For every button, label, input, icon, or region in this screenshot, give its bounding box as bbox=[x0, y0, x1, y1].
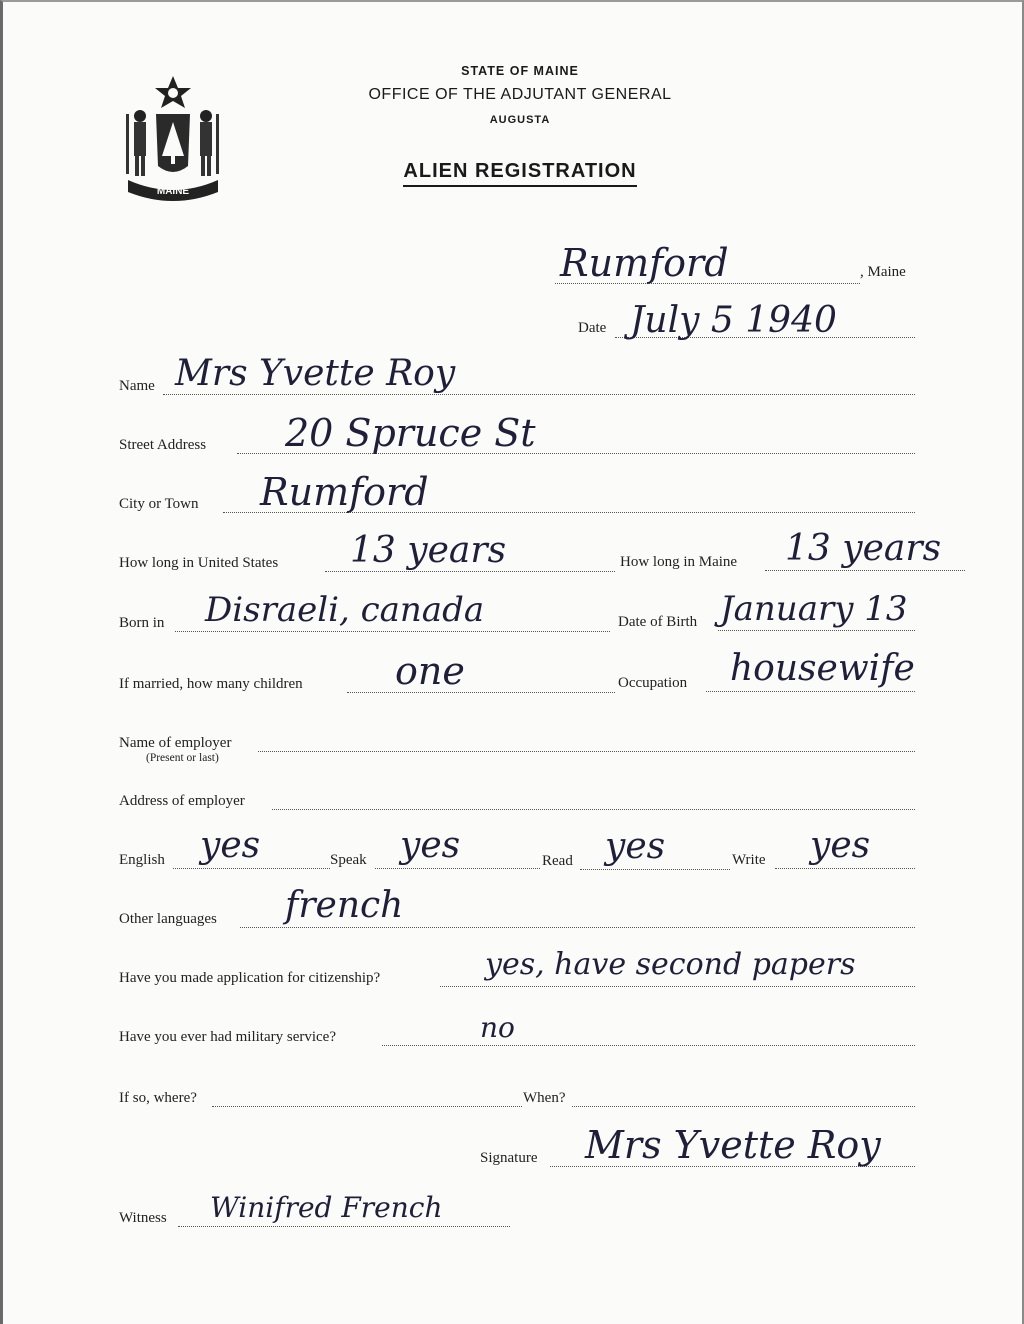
form-title bbox=[300, 160, 740, 183]
occupation-line bbox=[706, 691, 915, 692]
read-line bbox=[580, 869, 730, 870]
city-label: City or Town bbox=[119, 496, 199, 512]
occupation-label: Occupation bbox=[618, 675, 688, 691]
citizenship-line bbox=[440, 986, 915, 987]
maine-label: , Maine bbox=[860, 264, 906, 280]
children-label: If married, how many children bbox=[119, 676, 303, 692]
date-label: Date bbox=[578, 320, 607, 336]
military-label: Have you ever had military service? bbox=[119, 1029, 336, 1045]
other-languages-line bbox=[240, 927, 915, 928]
signature-label: Signature bbox=[480, 1150, 538, 1166]
employer-note: (Present or last) bbox=[146, 752, 219, 764]
when-label: When? bbox=[523, 1090, 566, 1106]
citizenship-value: yes, have second papers bbox=[485, 947, 856, 982]
street-address-label: Street Address bbox=[119, 437, 207, 453]
born-in-label: Born in bbox=[119, 615, 165, 631]
english-label: English bbox=[119, 852, 165, 868]
office-heading: OFFICE OF THE ADJUTANT GENERAL bbox=[368, 86, 672, 103]
write-label: Write bbox=[732, 852, 766, 868]
seal-banner-text: MAINE bbox=[156, 186, 190, 197]
how-long-us-line bbox=[325, 571, 615, 572]
children-value: one bbox=[395, 649, 465, 693]
how-long-maine-label: How long in Maine bbox=[620, 554, 738, 570]
english-line bbox=[173, 868, 330, 869]
street-address-value: 20 Spruce St bbox=[285, 411, 536, 455]
employer-address-line bbox=[272, 809, 915, 810]
name-value: Mrs Yvette Roy bbox=[175, 353, 456, 394]
children-line bbox=[347, 692, 615, 693]
date-of-birth-line bbox=[718, 630, 915, 631]
date-value: July 5 1940 bbox=[630, 300, 837, 341]
employer-address-label: Address of employer bbox=[119, 793, 245, 809]
how-long-us-value: 13 years bbox=[350, 530, 507, 571]
how-long-maine-value: 13 years bbox=[785, 528, 942, 569]
witness-label: Witness bbox=[119, 1210, 167, 1226]
name-label: Name bbox=[119, 378, 155, 394]
how-long-us-label: How long in United States bbox=[119, 555, 279, 571]
city-value: Rumford bbox=[260, 470, 429, 514]
write-line bbox=[775, 868, 915, 869]
occupation-value: housewife bbox=[730, 648, 915, 689]
witness-line bbox=[178, 1226, 510, 1227]
state-heading: STATE OF MAINE bbox=[461, 64, 579, 78]
witness-value: Winifred French bbox=[210, 1191, 443, 1224]
speak-line bbox=[375, 868, 540, 869]
citizenship-label: Have you made application for citizenship? bbox=[119, 970, 381, 986]
military-value: no bbox=[480, 1011, 515, 1044]
when-line bbox=[572, 1106, 915, 1107]
military-line bbox=[382, 1045, 915, 1046]
other-languages-label: Other languages bbox=[119, 911, 217, 927]
read-value: yes bbox=[605, 826, 666, 867]
english-value: yes bbox=[200, 825, 261, 866]
born-in-line bbox=[175, 631, 610, 632]
form-title-text: ALIEN REGISTRATION bbox=[403, 160, 636, 187]
date-of-birth-value: January 13 bbox=[720, 589, 908, 629]
other-languages-value: french bbox=[285, 885, 404, 926]
city-heading: AUGUSTA bbox=[489, 114, 551, 126]
name-line bbox=[163, 394, 915, 395]
town-value: Rumford bbox=[560, 241, 729, 285]
write-value: yes bbox=[810, 825, 871, 866]
state-seal-icon bbox=[118, 74, 228, 204]
where-label: If so, where? bbox=[119, 1090, 197, 1106]
born-in-value: Disraeli, canada bbox=[205, 590, 485, 630]
how-long-maine-line bbox=[765, 570, 965, 571]
employer-name-line bbox=[258, 751, 915, 752]
speak-value: yes bbox=[400, 825, 461, 866]
employer-name-label: Name of employer bbox=[119, 735, 232, 751]
signature-value: Mrs Yvette Roy bbox=[585, 1123, 881, 1167]
read-label: Read bbox=[542, 853, 573, 869]
date-of-birth-label: Date of Birth bbox=[618, 614, 698, 630]
where-line bbox=[212, 1106, 522, 1107]
speak-label: Speak bbox=[330, 852, 367, 868]
